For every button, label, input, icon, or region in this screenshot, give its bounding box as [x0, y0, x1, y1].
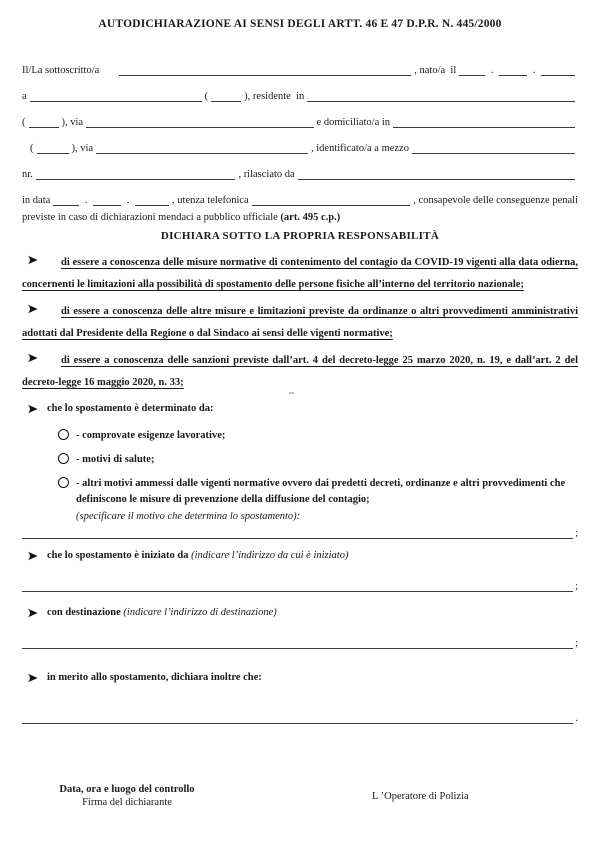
- specify-reason-note: (specificare il motivo che determina lo spostamento):: [76, 511, 301, 522]
- field-birth-day[interactable]: [459, 63, 485, 76]
- date-separator: .: [124, 195, 133, 206]
- label-birthplace: a: [22, 91, 27, 102]
- destination-address-field[interactable]: [22, 636, 573, 649]
- additional-declaration-field[interactable]: [22, 711, 573, 724]
- field-residence-city[interactable]: [307, 89, 575, 102]
- scan-artifact-mark: [289, 392, 294, 394]
- date-separator: .: [488, 65, 497, 76]
- origin-label: che lo spostamento è iniziato da: [47, 550, 192, 561]
- origin-statement-text: [47, 547, 348, 564]
- origin-statement: [22, 547, 578, 567]
- identity-form-line: [22, 102, 578, 128]
- field-id-document-number[interactable]: [36, 167, 236, 180]
- field-birth-province[interactable]: [211, 89, 241, 102]
- radio-work-reasons[interactable]: [58, 429, 69, 440]
- field-birth-year[interactable]: [541, 63, 575, 76]
- field-domicile-province[interactable]: [37, 141, 69, 154]
- field-id-issue-month[interactable]: [93, 193, 121, 206]
- label-residente: ), residente in: [244, 91, 305, 102]
- label-via: ), via: [61, 117, 84, 128]
- label-via: ), via: [71, 143, 94, 154]
- line-terminator: .: [575, 713, 578, 724]
- movement-reason-options: [58, 428, 578, 508]
- field-birthplace[interactable]: [30, 89, 202, 102]
- line-terminator: ;: [575, 581, 578, 592]
- identity-form-line: [22, 128, 578, 154]
- arrowhead-right-icon: [27, 607, 39, 624]
- declaration-text: di essere a conoscenza delle altre misure e limitazioni previste da ordinanze o altri provvedimenti amministrativi adottati dal Presidente della Regione o dal Sindaco ai sensi delle vigenti normative;: [22, 306, 578, 339]
- destination-statement-text: [47, 604, 277, 621]
- line-terminator: ;: [575, 638, 578, 649]
- declarant-signature-block: [52, 783, 202, 809]
- arrowhead-right-icon: [27, 301, 39, 323]
- awareness-declarations-section: [22, 252, 578, 394]
- field-birth-month[interactable]: [499, 63, 527, 76]
- label-consapevole: , consapevole delle conseguenze penali: [413, 195, 578, 206]
- field-id-issuer[interactable]: [298, 167, 575, 180]
- destination-hint: (indicare l’indirizzo di destinazione): [123, 607, 277, 618]
- label-nato: , nato/a il: [414, 65, 457, 76]
- identity-form-line: [22, 76, 578, 102]
- date-separator: .: [82, 195, 91, 206]
- label-identificato: , identificato/a a mezzo: [311, 143, 409, 154]
- movement-reason-option: [58, 428, 578, 444]
- label-rilasciato: , rilasciato da: [238, 169, 295, 180]
- reason-option-label: - altri motivi ammessi dalle vigenti normative ovvero dai predetti decreti, ordinanze e altri provvedimenti che definiscono le misure di prevenzione della diffusione del contagio;: [76, 478, 566, 505]
- declaration-text: di essere a conoscenza delle misure normative di contenimento del contagio da COVID-19 vigenti alla data odierna, concernenti le limitazioni alla possibilità di spostamento delle persone fisiche all’interno del territorio nazionale;: [22, 257, 578, 290]
- arrowhead-right-icon: [27, 550, 39, 567]
- origin-hint: (indicare l’indirizzo da cui è iniziato): [191, 550, 349, 561]
- field-full-name[interactable]: [119, 63, 411, 76]
- origin-address-field[interactable]: [22, 579, 573, 592]
- field-residence-street[interactable]: [86, 115, 313, 128]
- declaration-covid-measures: [22, 252, 578, 296]
- identity-form-line: [22, 180, 578, 206]
- label-sottoscritto: Il/La sottoscritto/a: [22, 65, 100, 76]
- date-separator: .: [530, 65, 538, 76]
- reason-option-label: - comprovate esigenze lavorative;: [76, 430, 226, 441]
- paren-open: (: [30, 143, 34, 154]
- movement-reason-option: [58, 476, 578, 508]
- origin-write-in-line: [22, 579, 578, 592]
- paren-open: (: [22, 117, 26, 128]
- declaration-sanctions: [22, 350, 578, 394]
- field-id-document-type[interactable]: [412, 141, 575, 154]
- destination-label: con destinazione: [47, 607, 124, 618]
- declaration-regional-measures: [22, 301, 578, 345]
- arrowhead-right-icon: [27, 252, 39, 274]
- label-telefono: , utenza telefonica: [172, 195, 249, 206]
- label-in-data: in data: [22, 195, 51, 206]
- declaration-text: di essere a conoscenza delle sanzioni previste dall’art. 4 del decreto-legge 25 marzo 2020, n. 19, e dall’art. 2 del decreto-legge 16 maggio 2020, n. 33;: [22, 355, 578, 388]
- field-domicile-city[interactable]: [393, 115, 575, 128]
- destination-write-in-line: [22, 636, 578, 649]
- line-terminator: ;: [575, 528, 578, 539]
- arrowhead-right-icon: [27, 672, 39, 689]
- control-datetime-label: Data, ora e luogo del controllo: [59, 784, 195, 795]
- radio-other-reasons[interactable]: [58, 477, 69, 488]
- declarant-signature-label: Firma del dichiarante: [82, 797, 172, 808]
- police-officer-signature-label: L ’Operatore di Polizia: [372, 791, 469, 802]
- arrowhead-right-icon: [27, 403, 39, 420]
- movement-intro-text: che lo spostamento è determinato da:: [47, 403, 214, 414]
- further-declaration-intro: [22, 669, 578, 689]
- declarant-identity-section: [22, 50, 578, 206]
- movement-reason-option: [58, 452, 578, 468]
- penal-consequences-text: previste in caso di dichiarazioni mendaci a pubblico ufficiale: [22, 212, 281, 223]
- field-id-issue-year[interactable]: [135, 193, 169, 206]
- identity-form-line: [22, 154, 578, 180]
- field-id-issue-day[interactable]: [53, 193, 79, 206]
- movement-reason-intro: [22, 400, 578, 420]
- document-title: AUTODICHIARAZIONE AI SENSI DEGLI ARTT. 46 E 47 D.P.R. N. 445/2000: [98, 18, 502, 30]
- radio-health-reasons[interactable]: [58, 453, 69, 464]
- further-declaration-text: in merito allo spostamento, dichiara inoltre che:: [47, 672, 262, 683]
- arrowhead-right-icon: [27, 350, 39, 372]
- declaration-heading: DICHIARA SOTTO LA PROPRIA RESPONSABILITÀ: [160, 230, 440, 242]
- penal-article-reference: (art. 495 c.p.): [280, 212, 341, 223]
- identity-form-line: [22, 50, 578, 76]
- label-nr: nr.: [22, 169, 33, 180]
- reason-write-in-line: [22, 526, 578, 539]
- destination-statement: [22, 604, 578, 624]
- penal-consequences-line: [22, 210, 578, 225]
- reason-text-field[interactable]: [22, 526, 573, 539]
- further-declaration-write-in-line: [22, 711, 578, 724]
- field-residence-province[interactable]: [29, 115, 59, 128]
- reason-option-label: - motivi di salute;: [76, 454, 155, 465]
- label-domicilio: e domiciliato/a in: [316, 117, 391, 128]
- field-phone-number[interactable]: [252, 193, 411, 206]
- paren-open: (: [204, 91, 209, 102]
- field-domicile-street[interactable]: [96, 141, 308, 154]
